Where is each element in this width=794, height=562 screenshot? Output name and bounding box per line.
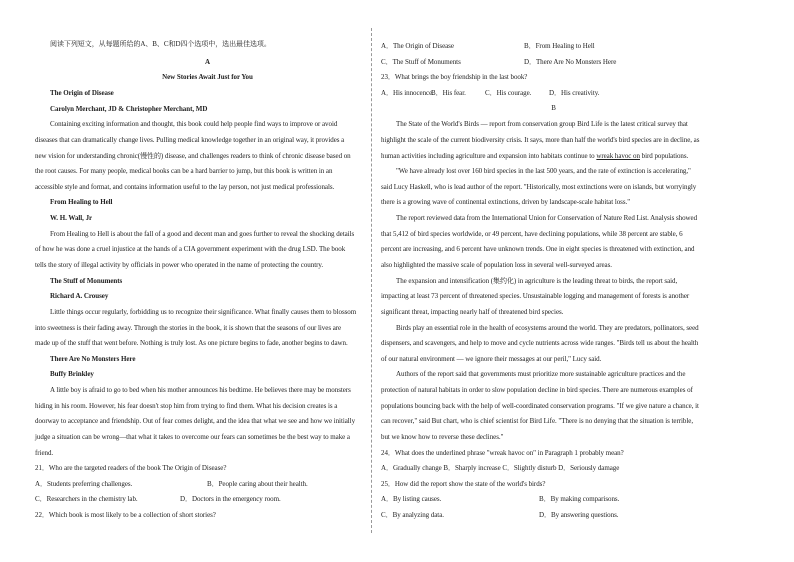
passage-b-line: dispensers, and scavengers, and help to move and cycle nutrients across wide ranges. "Birds tell us about the health [381, 339, 699, 347]
q23-option-c: C．His courage. [485, 89, 532, 97]
q22-option-c: C．The Stuff of Monuments [381, 58, 461, 66]
passage-b-line: there is a growing wave of continental extinctions, driven by landscape-scale habitat loss." [381, 198, 631, 206]
passage-b-line: protection of natural habitats in order to slow population decline in bird species. There are numerous examples of [381, 386, 693, 394]
passage-b-line: of our natural environment — we ignore their messages at our peril," Lucy said. [381, 355, 602, 363]
passage-b-line: The expansion and intensification (集约化) in agriculture is the leading threat to birds, the report said, [396, 277, 678, 285]
book4-title: There Are No Monsters Here [50, 355, 136, 363]
book1-text-line: new vision for understanding chronic(慢性的) disease, and challenges readers to think of chronic disease based on [35, 152, 351, 160]
passage-b-line: Authors of the report said that governments must prioritize more sustainable agriculture practices and the [396, 370, 686, 378]
question-21: 21．Who are the targeted readers of the book The Origin of Disease? [35, 464, 227, 472]
underlined-phrase: wreak havoc on [596, 152, 640, 160]
q21-option-c: C．Researchers in the chemistry lab. [35, 495, 138, 503]
book4-text-line: doorway to acceptance and friendship. Out of fear comes delight, and the idea that what we see and how we initially [35, 417, 356, 425]
passage-b-line: The State of the World's Birds — report from conservation group Bird Life is the latest critical survey that [396, 120, 688, 128]
q23-option-d: D．His creativity. [549, 89, 600, 97]
book1-text-line: diseases that can dramatically change lives. Pulling medical knowledge together in an original way, it provides a [35, 136, 345, 144]
q25-option-c: C．By analyzing data. [381, 511, 444, 519]
book1-text-line: the root causes. For many people, medical books can be a hard barrier to jump, but this book is written in an [35, 167, 333, 175]
passage-b-line: populations bouncing back with the help of well-coordinated conservation programs. "If we give nature a chance, it [381, 402, 699, 410]
book3-text-line: into sweetness is their fading away. Through the stories in the book, it is shown that the seasons of our lives are [35, 324, 342, 332]
passage-b-line: said Lucy Haskell, who is lead author of the report. "Historically, most extinctions were on islands, but worryingly [381, 183, 697, 191]
passage-b-line: percent are increasing, and 6 percent have unknown trends. One in eight species is threatened with extinction, and [381, 245, 695, 253]
passage-title: New Stories Await Just for You [162, 73, 253, 81]
book2-title: From Healing to Hell [50, 198, 113, 206]
book3-text-line: Little things occur regularly, forbidding us to recognize their significance. What finally causes them to blossom [50, 308, 357, 316]
book1-author: Carolyn Merchant, JD & Christopher Merchant, MD [50, 105, 208, 113]
book3-text-line: made up of the stuff that went before. Nothing is truly lost. As one picture begins to fade, another begins to dawn. [35, 339, 348, 347]
book3-title: The Stuff of Monuments [50, 277, 123, 285]
instruction: 阅读下列短文，从每题所给的A、B、C和D四个选项中，选出最佳选项。 [50, 40, 271, 48]
q23-option-a: A．His innocence. [381, 89, 434, 97]
passage-b-line: that 5,412 of bird species worldwide, or 49 percent, have declining populations, while 38 percent are stable, 6 [381, 230, 683, 238]
book4-text-line: judge a situation can be wrong—that what it takes to overcome our fears can sometimes be the best way to make a [35, 433, 350, 441]
passage-b-line: The report reviewed data from the International Union for Conservation of Nature Red List. Analysis showed [396, 214, 698, 222]
book1-title: The Origin of Disease [50, 89, 114, 97]
passage-b-line: impacting at least 73 percent of threatened species. Unsustainable logging and management of forests is another [381, 292, 690, 300]
book4-text-line: hiding in his room. However, his fear doesn't stop him from trying to find them. What his decision creates is a [35, 402, 338, 410]
q22-option-d: D．There Are No Monsters Here [524, 58, 617, 66]
section-label-a: A [204, 58, 210, 66]
book2-text-line: tells the story of illegal activity by officials in power who operated in the name of protecting the country. [35, 261, 324, 269]
passage-b-line: can recover," said But chart, who is chief scientist for Bird Life. "There is no denying that the situation is terrible, [381, 417, 694, 425]
q25-option-a: A．By listing causes. [381, 495, 442, 503]
q22-option-a: A．The Origin of Disease [381, 42, 454, 50]
passage-b-line: "We have already lost over 160 bird species in the last 500 years, and the rate of extinction is accelerating," [396, 167, 691, 175]
passage-b-line: human activities including agriculture and expansion into habitats continue to wreak havoc on bird populations. [381, 152, 689, 160]
question-24: 24．What does the underlined phrase "wreak havoc on" in Paragraph 1 probably mean? [381, 449, 624, 457]
passage-b-line: but we know how to reverse these declines." [381, 433, 504, 441]
passage-b-line: also highlighted the massive scale of population loss in several well-surveyed areas. [381, 261, 612, 269]
question-23: 23．What brings the boy friendship in the last book? [381, 73, 528, 81]
column-divider [371, 28, 372, 533]
book3-author: Richard A. Crousey [50, 292, 109, 300]
q21-option-d: D．Doctors in the emergency room. [180, 495, 281, 503]
book4-text-line: friend. [35, 449, 54, 457]
book4-text-line: A little boy is afraid to go to bed when his mother announces his bedtime. He believes there may be monsters [50, 386, 351, 394]
passage-b-line: highlight the scale of the current biodiversity crisis. It says, more than half the world's bird species are in decline, as [381, 136, 700, 144]
passage-b-line: significant threat, impacting nearly half of threatened bird species. [381, 308, 564, 316]
q21-option-b: B．People caring about their health. [207, 480, 308, 488]
question-22: 22．Which book is most likely to be a collection of short stories? [35, 511, 216, 519]
book2-text-line: of how he was done a cruel injustice at the hands of a CIA government experiment with the drug LSD. The book [35, 245, 346, 253]
q22-option-b: B．From Healing to Hell [524, 42, 595, 50]
q21-option-a: A．Students preferring challenges. [35, 480, 133, 488]
book1-text-line: accessible style and format, and contains information useful to the lay person, not just medical professionals. [35, 183, 335, 191]
q25-option-d: D．By answering questions. [539, 511, 619, 519]
passage-b-line: Birds play an essential role in the health of ecosystems around the world. They are predators, pollinators, seed [396, 324, 699, 332]
book4-author: Buffy Brinkley [50, 370, 94, 378]
q23-option-b: B．His fear. [431, 89, 466, 97]
question-25: 25．How did the report show the state of the world's birds? [381, 480, 546, 488]
q24-options: A．Gradually change B．Sharply increase C．Slightly disturb D．Seriously damage [381, 464, 620, 472]
q25-option-b: B．By making comparisons. [539, 495, 620, 503]
section-label-b: B [551, 104, 556, 112]
book2-author: W. H. Wall, Jr [50, 214, 93, 222]
book2-text-line: From Healing to Hell is about the fall of a good and decent man and goes further to reveal the shocking details [50, 230, 355, 238]
book1-text-line: Containing exciting information and thought, this book could help people find ways to improve or avoid [50, 120, 338, 128]
